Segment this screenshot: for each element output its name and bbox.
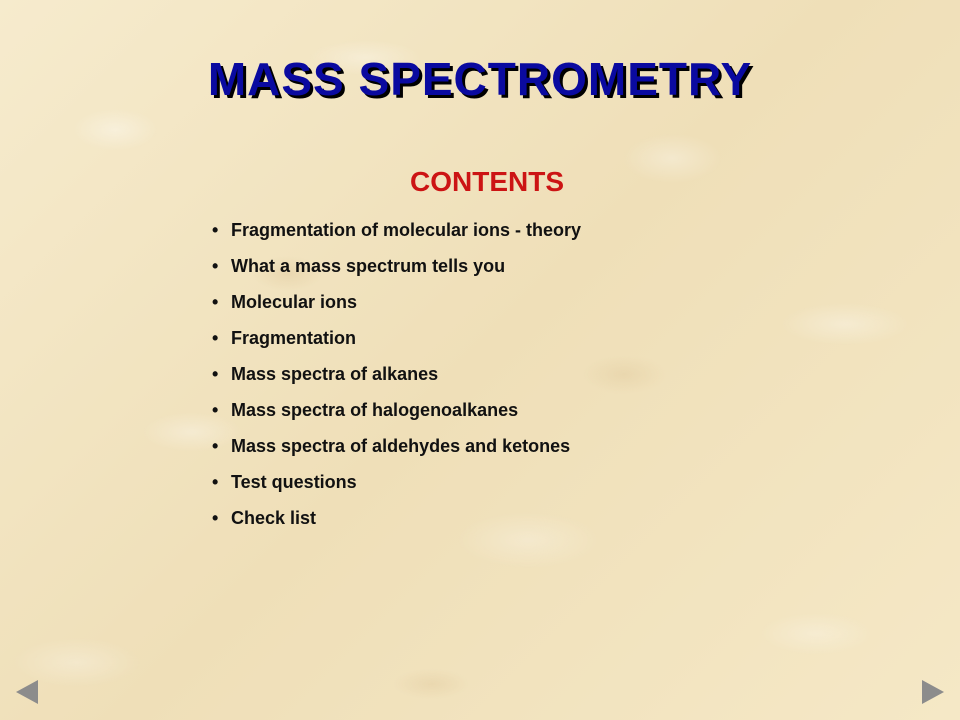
triangle-right-icon[interactable] xyxy=(922,680,944,704)
bullet-icon: • xyxy=(212,508,219,528)
bullet-icon: • xyxy=(212,436,219,456)
contents-item-label: Mass spectra of halogenoalkanes xyxy=(231,400,519,420)
contents-heading: CONTENTS xyxy=(410,166,564,197)
bullet-icon: • xyxy=(212,400,219,420)
triangle-left-icon[interactable] xyxy=(16,680,38,704)
bullet-icon: • xyxy=(212,292,219,312)
bullet-icon: • xyxy=(212,364,219,384)
contents-item-theory[interactable] xyxy=(212,217,581,253)
contents-item-label: Check list xyxy=(231,508,317,528)
contents-item-molecular-ions[interactable] xyxy=(212,289,581,325)
contents-item-fragmentation[interactable] xyxy=(212,325,581,361)
bullet-icon: • xyxy=(212,256,219,276)
contents-item-test-questions[interactable] xyxy=(212,469,581,505)
bullet-icon: • xyxy=(212,328,219,348)
contents-item-label: Fragmentation of molecular ions - theory xyxy=(231,220,582,240)
contents-item-check-list[interactable] xyxy=(212,505,581,541)
bullet-icon: • xyxy=(212,472,219,492)
contents-item-label: Mass spectra of aldehydes and ketones xyxy=(231,436,571,456)
contents-item-what-spectrum-tells[interactable] xyxy=(212,253,581,289)
contents-item-aldehydes-ketones[interactable] xyxy=(212,433,581,469)
contents-item-label: Test questions xyxy=(231,472,357,492)
contents-list xyxy=(212,217,581,541)
contents-item-halogenoalkanes[interactable] xyxy=(212,397,581,433)
contents-item-alkanes[interactable] xyxy=(212,361,581,397)
contents-item-label: Mass spectra of alkanes xyxy=(231,364,439,384)
contents-item-label: What a mass spectrum tells you xyxy=(231,256,506,276)
slide-title: MASS SPECTROMETRY xyxy=(207,53,753,105)
bullet-icon: • xyxy=(212,220,219,240)
contents-item-label: Molecular ions xyxy=(231,292,358,312)
contents-item-label: Fragmentation xyxy=(231,328,357,348)
